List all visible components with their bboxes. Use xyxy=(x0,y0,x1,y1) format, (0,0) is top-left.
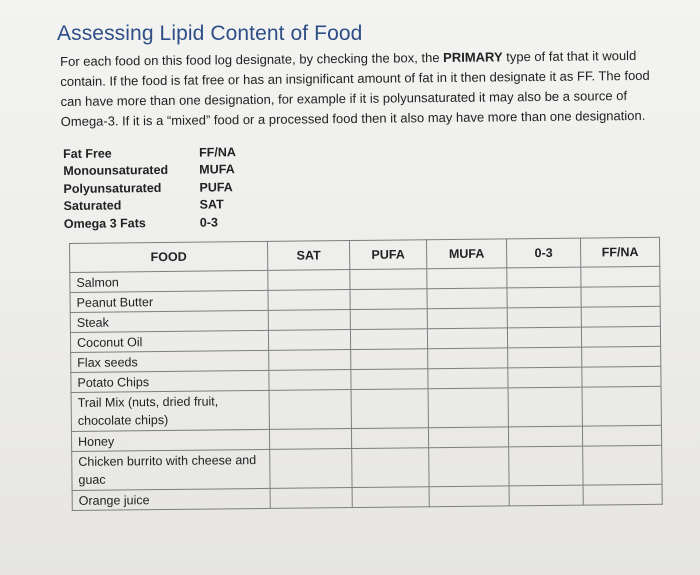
legend-name: Polyunsaturated xyxy=(63,180,162,196)
legend-row xyxy=(63,178,259,198)
instructions-text-1: For each food on this food log designate, by checking the box, the xyxy=(60,49,444,69)
food-name: Orange juice xyxy=(72,488,270,510)
checkbox-cell-omega3[interactable] xyxy=(509,446,583,486)
checkbox-cell-ffna[interactable] xyxy=(581,326,660,347)
checkbox-cell-omega3[interactable] xyxy=(507,267,581,288)
food-name: Honey xyxy=(71,429,269,451)
checkbox-cell-pufa[interactable] xyxy=(352,487,429,508)
checkbox-cell-mufa[interactable] xyxy=(429,486,509,507)
legend-row xyxy=(63,143,259,163)
food-log-table xyxy=(69,237,663,511)
checkbox-cell-mufa[interactable] xyxy=(427,288,507,309)
legend-abbreviation: MUFA xyxy=(199,162,235,177)
checkbox-cell-ffna[interactable] xyxy=(582,425,661,446)
checkbox-cell-ffna[interactable] xyxy=(582,386,661,426)
column-header-food: FOOD xyxy=(70,241,268,272)
checkbox-cell-sat[interactable] xyxy=(269,390,351,430)
food-name: Trail Mix (nuts, dried fruit, chocolate chips) xyxy=(71,390,269,431)
checkbox-cell-sat[interactable] xyxy=(269,350,351,371)
legend-row xyxy=(64,213,260,233)
checkbox-cell-sat[interactable] xyxy=(268,270,350,291)
food-name: Coconut Oil xyxy=(70,330,268,352)
checkbox-cell-omega3[interactable] xyxy=(507,307,581,328)
checkbox-cell-omega3[interactable] xyxy=(508,347,582,368)
table-row xyxy=(71,386,661,431)
checkbox-cell-mufa[interactable] xyxy=(428,348,508,369)
column-header-sat: SAT xyxy=(267,241,349,271)
checkbox-cell-ffna[interactable] xyxy=(581,286,660,307)
checkbox-cell-mufa[interactable] xyxy=(428,368,508,389)
legend-abbreviation: SAT xyxy=(199,197,224,212)
checkbox-cell-omega3[interactable] xyxy=(508,367,582,388)
legend-name: Saturated xyxy=(63,198,122,214)
legend-abbreviation: FF/NA xyxy=(199,144,236,160)
column-header-pufa: PUFA xyxy=(349,240,426,270)
checkbox-cell-mufa[interactable] xyxy=(427,268,507,289)
checkbox-cell-ffna[interactable] xyxy=(582,366,661,387)
page-title: Assessing Lipid Content of Food xyxy=(57,22,363,45)
checkbox-cell-mufa[interactable] xyxy=(428,388,508,428)
legend-abbreviation: 0-3 xyxy=(199,215,218,230)
column-header-omega3: 0-3 xyxy=(506,238,580,268)
checkbox-cell-sat[interactable] xyxy=(268,290,350,311)
checkbox-cell-pufa[interactable] xyxy=(350,289,427,310)
food-name: Chicken burrito with cheese and guac xyxy=(72,449,270,490)
column-header-mufa: MUFA xyxy=(426,239,506,269)
checkbox-cell-mufa[interactable] xyxy=(427,328,507,349)
checkbox-cell-pufa[interactable] xyxy=(350,329,427,350)
checkbox-cell-omega3[interactable] xyxy=(507,327,581,348)
column-header-ffna: FF/NA xyxy=(580,237,659,267)
instructions-text-2: type of fat that it would contain. If the food is fat free or has an insignificant amount of fat in it then designate it as FF. The food can have more than one designation, for example if it is polyunsaturated it may also be a source of Omega-3. If it is a “mixed” food or a processed food then it also may have more than one designation. xyxy=(60,47,650,129)
food-name: Salmon xyxy=(70,270,268,292)
legend-abbreviation: PUFA xyxy=(199,179,233,195)
checkbox-cell-sat[interactable] xyxy=(268,330,350,351)
checkbox-cell-ffna[interactable] xyxy=(581,266,660,287)
checkbox-cell-ffna[interactable] xyxy=(583,445,662,485)
checkbox-cell-pufa[interactable] xyxy=(350,309,427,330)
table-row xyxy=(72,445,662,490)
checkbox-cell-ffna[interactable] xyxy=(583,484,662,505)
checkbox-cell-pufa[interactable] xyxy=(351,349,428,370)
checkbox-cell-ffna[interactable] xyxy=(582,346,661,367)
food-name: Peanut Butter xyxy=(70,290,268,312)
checkbox-cell-mufa[interactable] xyxy=(427,308,507,329)
legend-row xyxy=(64,195,260,215)
food-name: Potato Chips xyxy=(71,370,269,392)
checkbox-cell-omega3[interactable] xyxy=(508,387,582,427)
checkbox-cell-mufa[interactable] xyxy=(429,447,509,487)
food-log-table-wrapper xyxy=(69,237,663,511)
checkbox-cell-pufa[interactable] xyxy=(351,428,428,449)
checkbox-cell-sat[interactable] xyxy=(269,370,351,391)
legend-row xyxy=(63,160,259,180)
legend-name: Fat Free xyxy=(63,146,112,161)
checkbox-cell-sat[interactable] xyxy=(268,310,350,331)
instructions-bold-primary: PRIMARY xyxy=(443,49,503,65)
checkbox-cell-omega3[interactable] xyxy=(507,287,581,308)
checkbox-cell-ffna[interactable] xyxy=(581,306,660,327)
food-name: Flax seeds xyxy=(71,350,269,372)
checkbox-cell-pufa[interactable] xyxy=(351,369,428,390)
fat-type-legend xyxy=(63,143,260,233)
checkbox-cell-sat[interactable] xyxy=(270,488,352,509)
food-name: Steak xyxy=(70,310,268,332)
checkbox-cell-pufa[interactable] xyxy=(352,448,429,488)
legend-name: Monounsaturated xyxy=(63,163,169,179)
checkbox-cell-omega3[interactable] xyxy=(508,426,582,447)
legend-name: Omega 3 Fats xyxy=(63,215,146,231)
instructions-paragraph xyxy=(60,46,661,132)
checkbox-cell-sat[interactable] xyxy=(269,429,351,450)
checkbox-cell-mufa[interactable] xyxy=(428,427,508,448)
food-rows xyxy=(70,266,662,510)
checkbox-cell-pufa[interactable] xyxy=(351,389,428,429)
checkbox-cell-omega3[interactable] xyxy=(509,485,583,506)
checkbox-cell-sat[interactable] xyxy=(270,449,352,489)
checkbox-cell-pufa[interactable] xyxy=(350,269,427,290)
